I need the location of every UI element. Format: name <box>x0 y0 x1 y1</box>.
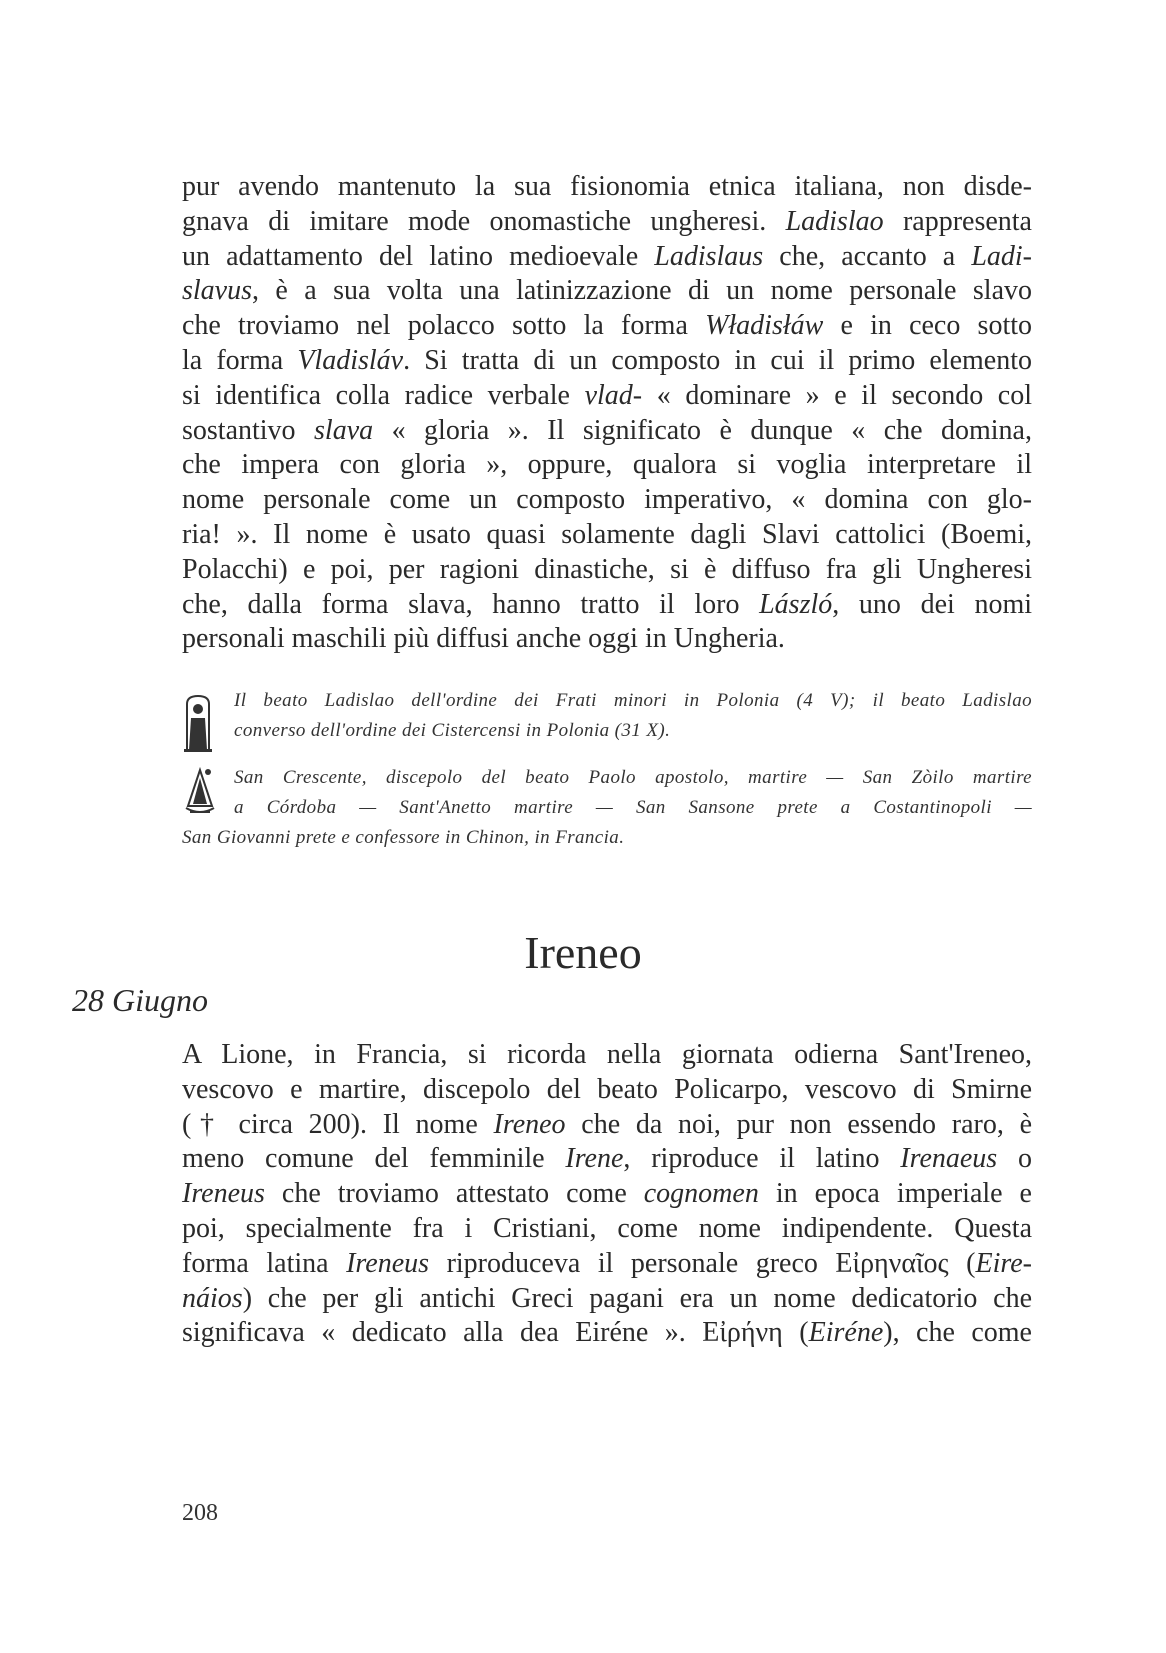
santi-note-line: San Giovanni prete e confessore in Chinon, in Francia. <box>182 827 625 848</box>
text-run: « dominare » e il secondo col <box>642 379 1033 411</box>
text-run: Polacchi) e poi, per ragioni dinastiche, si è diffuso fra gli Ungheresi <box>182 553 1032 585</box>
santi-note-line: San Crescente, discepolo del beato Paolo apostolo, martire — San Zòilo martire <box>234 767 1032 788</box>
italic-term: cognomen <box>643 1178 759 1210</box>
text-run: e in ceco sotto <box>823 310 1032 342</box>
text-line <box>182 1247 1032 1282</box>
italic-term: Ireneo <box>493 1108 566 1140</box>
italic-term: slavus <box>182 275 252 307</box>
text-run: che, accanto a <box>763 240 972 272</box>
italic-term: Irenaeus <box>900 1143 998 1175</box>
italic-term: vlad- <box>584 379 643 411</box>
text-line <box>182 170 1032 205</box>
text-line <box>182 309 1032 344</box>
santi-note <box>234 763 1032 823</box>
text-run: († circa 200). Il nome <box>182 1108 494 1140</box>
ladislao-paragraph <box>182 170 1032 657</box>
santi-note-line: a Córdoba — Sant'Anetto martire — San Sansone prete a Costantinopoli — <box>234 797 1032 818</box>
text-line <box>182 448 1032 483</box>
text-run: la forma <box>182 344 298 376</box>
text-run: . Si tratta di un composto in cui il primo elemento <box>403 344 1032 376</box>
text-run: vescovo e martire, discepolo del beato Policarpo, vescovo di Smirne <box>182 1073 1032 1105</box>
italic-term: náios <box>182 1282 243 1314</box>
text-line <box>182 1212 1032 1247</box>
text-run: ria! ». Il nome è usato quasi solamente dagli Slavi cattolici (Boemi, <box>182 518 1032 550</box>
text-line <box>182 414 1032 449</box>
text-run: , riproduce il latino <box>623 1143 901 1175</box>
text-line <box>182 1142 1032 1177</box>
text-line <box>182 1282 1032 1317</box>
beati-note <box>234 686 1032 746</box>
text-run: che troviamo attestato come <box>264 1178 644 1210</box>
italic-term: Eiréne <box>808 1317 884 1349</box>
italic-term: Ladislaus <box>654 240 764 272</box>
beati-note-line: converso dell'ordine dei Cistercensi in Polonia (31 X). <box>234 720 671 741</box>
text-run: « gloria ». Il significato è dunque « che domina, <box>373 414 1032 446</box>
text-line <box>182 553 1032 588</box>
italic-term: László <box>759 588 833 620</box>
text-run: che troviamo nel polacco sotto la forma <box>182 310 706 342</box>
text-run: significava « dedicato alla dea Eiréne ». Εἰρήνη ( <box>182 1317 809 1349</box>
text-run: si identifica colla radice verbale <box>182 379 585 411</box>
text-run: , uno dei nomi <box>832 588 1033 620</box>
entry-heading: Ireneo <box>524 927 642 978</box>
text-run: sostantivo <box>182 414 315 446</box>
ireneo-paragraph <box>182 1038 1032 1351</box>
italic-term: Ladislao <box>785 205 884 237</box>
text-line <box>182 483 1032 518</box>
text-line <box>182 588 1032 623</box>
italic-term: slava <box>314 414 374 446</box>
text-line <box>182 1108 1032 1143</box>
page-number: 208 <box>182 1500 218 1526</box>
text-run: rappresenta <box>883 205 1032 237</box>
text-run: ), che come <box>883 1317 1032 1349</box>
italic-term: Irene <box>565 1143 624 1175</box>
text-run: o <box>997 1143 1033 1175</box>
text-line <box>182 205 1032 240</box>
text-run: nome personale come un composto imperativo, « domina con glo- <box>182 484 1032 516</box>
text-run: pur avendo mantenuto la sua fisionomia etnica italiana, non disde- <box>182 171 1032 202</box>
italic-term: Eire- <box>975 1247 1032 1279</box>
feast-date: 28 Giugno <box>72 982 208 1018</box>
text-run: meno comune del femminile <box>182 1143 566 1175</box>
text-run: personali maschili più diffusi anche oggi in Ungheria. <box>182 623 785 655</box>
text-run: forma latina <box>182 1247 347 1279</box>
martyr-icon <box>180 766 220 818</box>
text-run: , è a sua volta una latinizzazione di un nome personale slavo <box>252 275 1032 307</box>
text-line <box>182 622 1032 657</box>
text-line <box>182 1177 1032 1212</box>
italic-term: Vladisláv <box>297 344 404 376</box>
text-line <box>182 1073 1032 1108</box>
text-run: A Lione, in Francia, si ricorda nella giornata odierna Sant'Ireneo, <box>182 1039 1032 1070</box>
text-line <box>182 240 1032 275</box>
text-line <box>182 1316 1032 1351</box>
italic-term: Władisłáw <box>705 310 824 342</box>
text-run: poi, specialmente fra i Cristiani, come nome indipendente. Questa <box>182 1212 1032 1244</box>
italic-term: Ireneus <box>346 1247 430 1279</box>
text-run: gnava di imitare mode onomastiche ungheresi. <box>182 205 786 237</box>
text-run: ) che per gli antichi Greci pagani era un nome dedicatorio che <box>242 1282 1032 1314</box>
friar-icon <box>183 694 213 752</box>
text-line <box>182 518 1032 553</box>
text-run: che da noi, pur non essendo raro, è <box>565 1108 1032 1140</box>
text-line <box>182 274 1032 309</box>
italic-term: Ireneus <box>182 1178 265 1210</box>
text-run: che, dalla forma slava, hanno tratto il loro <box>182 588 760 620</box>
santi-note-continuation <box>182 823 1032 853</box>
text-line <box>182 379 1032 414</box>
italic-term: Ladi- <box>971 240 1032 272</box>
text-line <box>182 344 1032 379</box>
beati-note-line: Il beato Ladislao dell'ordine dei Frati minori in Polonia (4 V); il beato Ladislao <box>234 690 1032 711</box>
text-run: in epoca imperiale e <box>758 1178 1032 1210</box>
text-line <box>182 1038 1032 1073</box>
text-run: riproduceva il personale greco Εἰρηναῖος ( <box>429 1247 976 1279</box>
text-run: un adattamento del latino medioevale <box>182 240 655 272</box>
text-run: che impera con gloria », oppure, qualora si voglia interpretare il <box>182 449 1032 481</box>
